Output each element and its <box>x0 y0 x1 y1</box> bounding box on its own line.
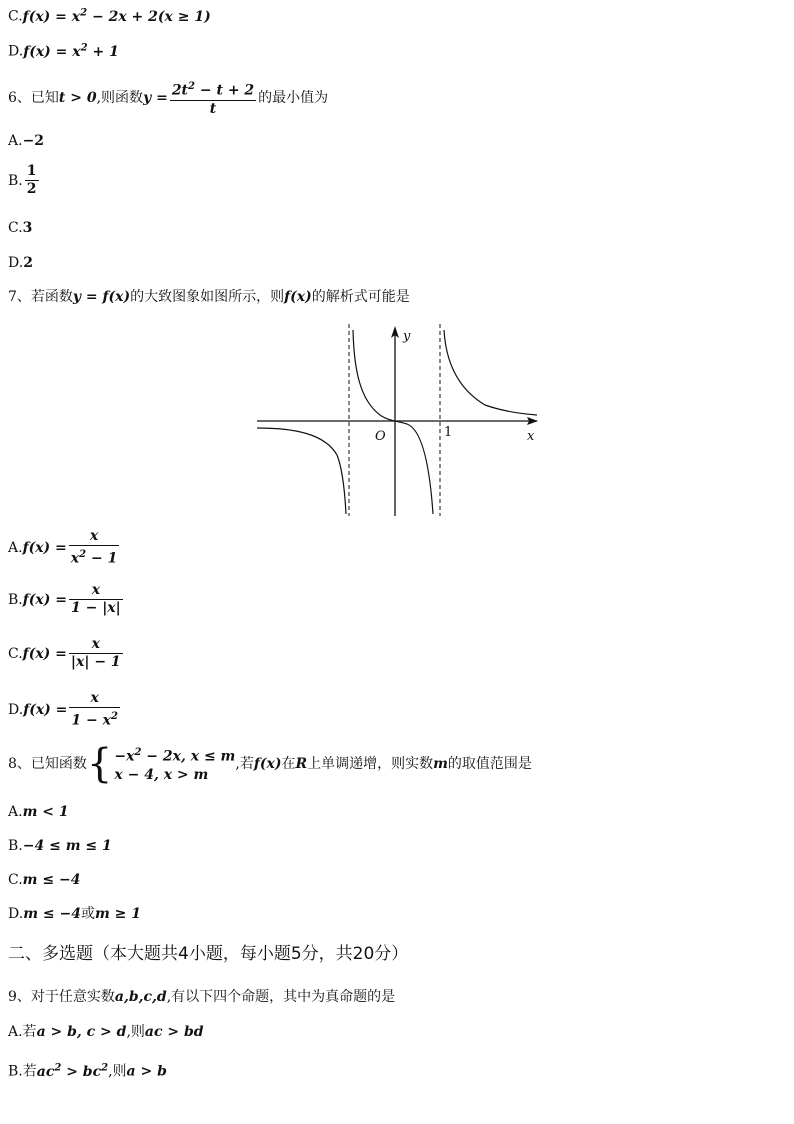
tick-one-label: 1 <box>444 425 453 440</box>
q7-option-d: D. f(x) = $\frac{x}{1 - x^2}$ <box>8 690 118 729</box>
q6-fraction: $\frac{2t^2 - t + 2}{t}$ <box>171 81 255 117</box>
q5-option-c: $C.f(x) = x^2 - 2x + 2(x \ge 1)$ <box>8 7 211 25</box>
curve-left-branch <box>257 428 346 514</box>
q6-option-c: C.3 <box>8 220 33 236</box>
q8-option-a: A.m < 1 <box>8 804 69 820</box>
q9-option-b: B.若$ac^2 > bc^2$,则a > b <box>8 1062 167 1080</box>
q6-option-b: B. $\frac{1}{2}$ <box>8 163 37 197</box>
origin-label: O <box>375 429 386 444</box>
q8-option-b: B.−4 ≤ m ≤ 1 <box>8 838 112 854</box>
q6-option-d: D.2 <box>8 255 33 271</box>
q9-stem: 9、对于任意实数a,b,c,d,有以下四个命题，其中为真命题的是 <box>8 989 396 1005</box>
section-heading-multi-choice: 二、多选题（本大题共4小题，每小题5分，共20分） <box>8 944 409 964</box>
q7-option-c: C. f(x) = $\frac{x}{|x| - 1}$ <box>8 636 121 670</box>
curve-middle-branch <box>353 330 433 514</box>
q8-stem: 8、已知函数 { $-x^2 - 2x$, x ≤ m x − 4, x > m ,若 f(x) 在 R 上单调递增，则实数 m 的取值范围是 <box>8 741 532 787</box>
q7-option-a: A. f(x) = $\frac{x}{x^2 - 1}$ <box>8 528 118 567</box>
y-axis-label: y <box>403 329 411 344</box>
q7-stem: 7、若函数y = f(x)的大致图象如图所示，则f(x)的解析式可能是 <box>8 289 410 305</box>
q6-option-a: A.−2 <box>8 133 45 149</box>
piecewise-brace: { <box>86 741 113 787</box>
q7-function-graph <box>255 320 545 520</box>
curve-right-branch <box>444 330 537 415</box>
q9-option-a: A.若a > b, c > d,则ac > bd <box>8 1024 204 1040</box>
q7-option-b: B. f(x) = $\frac{x}{1 - |x|}$ <box>8 582 121 616</box>
piecewise-cases: $-x^2 - 2x$, x ≤ m x − 4, x > m <box>114 747 236 783</box>
q8-option-d: D.m ≤ −4或m ≥ 1 <box>8 906 141 922</box>
x-axis-label: x <box>527 429 535 444</box>
q8-option-c: C.m ≤ −4 <box>8 872 81 888</box>
q6-stem: 6、已知 t > 0 ,则函数 y = $\frac{2t^2 - t + 2}{t}$ 的最小值为 <box>8 78 328 118</box>
q5-option-d: $D.f(x) = x^2 + 1$ <box>8 42 119 60</box>
